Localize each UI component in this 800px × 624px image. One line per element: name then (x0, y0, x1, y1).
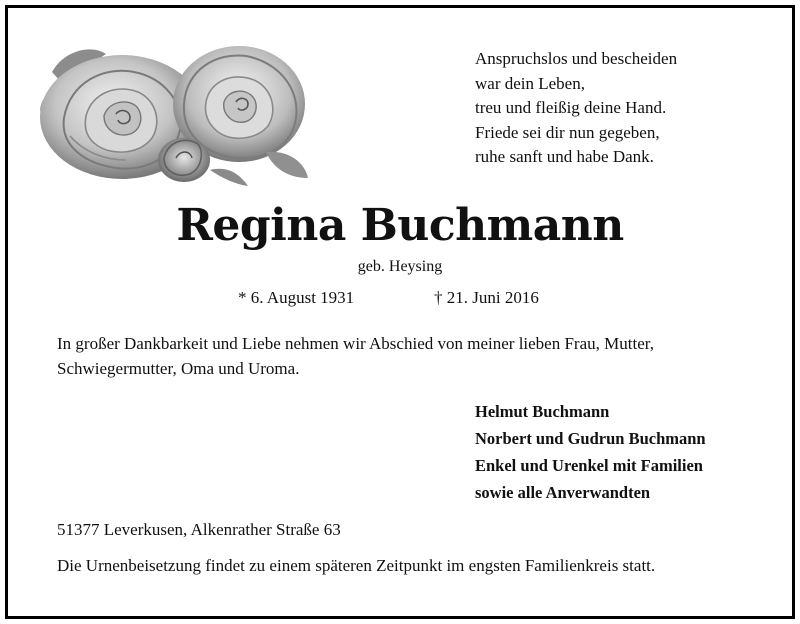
death-date: † 21. Juni 2016 (434, 288, 539, 307)
address: 51377 Leverkusen, Alkenrather Straße 63 (57, 520, 341, 539)
mourner: Helmut Buchmann (475, 402, 610, 421)
farewell-line: In großer Dankbarkeit und Liebe nehmen wir Abschied von meiner lieben Frau, Mutter, (57, 334, 654, 353)
poem-line: treu und fleißig deine Hand. (475, 98, 667, 117)
farewell-line: Schwiegermutter, Oma und Uroma. (57, 358, 300, 378)
mourner: sowie alle Anverwandten (475, 483, 651, 502)
farewell-text (57, 332, 757, 381)
poem-line: war dein Leben, (475, 73, 585, 93)
mourner: Enkel und Urenkel mit Familien (475, 456, 703, 475)
poem-line: Anspruchslos und bescheiden (475, 49, 678, 68)
birth-date: * 6. August 1931 (238, 288, 355, 307)
poem-line: ruhe sanft und habe Dank. (475, 147, 654, 166)
poem-line: Friede sei dir nun gegeben, (475, 122, 660, 142)
poem (475, 47, 677, 170)
roses-illustration-icon (34, 32, 310, 192)
mourners-list (475, 398, 706, 506)
burial-notice: Die Urnenbeisetzung findet zu einem späteren Zeitpunkt im engsten Familienkreis statt. (57, 556, 656, 575)
mourner: Norbert und Gudrun Buchmann (475, 429, 706, 448)
maiden-name: geb. Heysing (357, 258, 443, 275)
deceased-name: Regina Buchmann (176, 200, 624, 251)
